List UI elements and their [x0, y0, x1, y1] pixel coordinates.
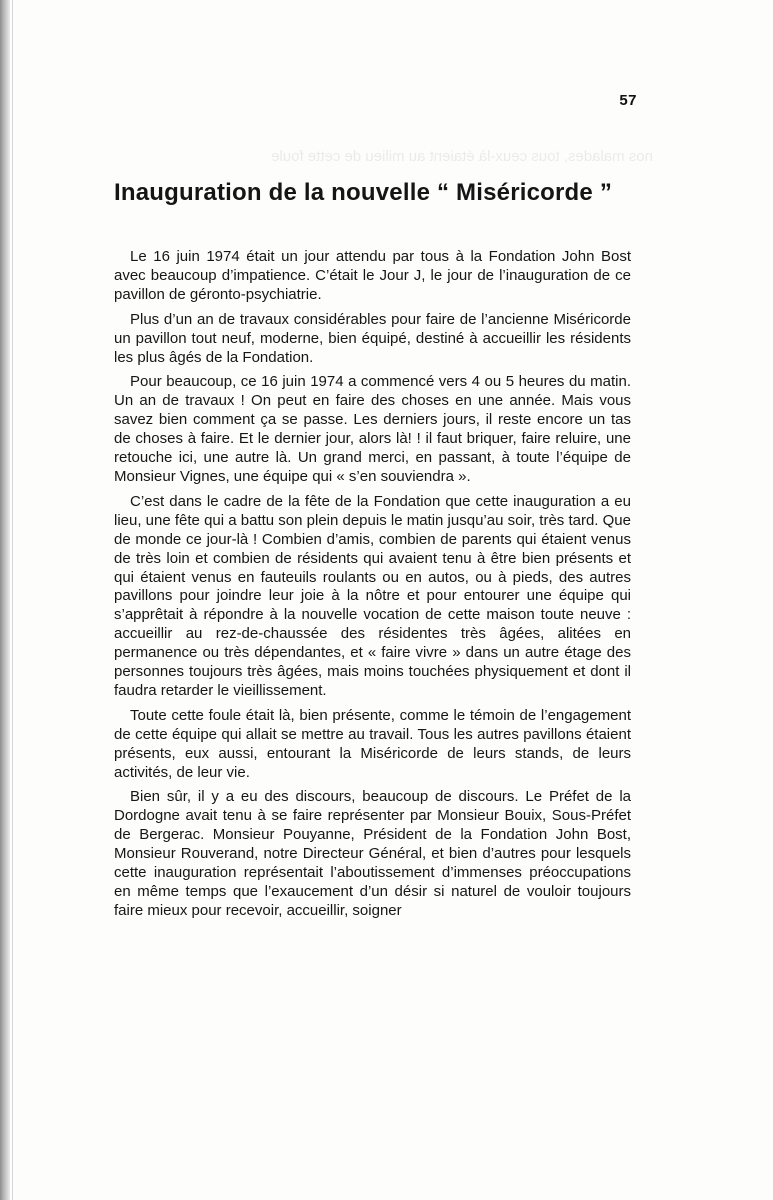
paragraph: Le 16 juin 1974 était un jour attendu par tous à la Fondation John Bost avec beaucoup d’impatience. C’était le Jour J, le jour de l’inauguration de ce pavillon de géronto-psychiatrie. — [114, 248, 631, 303]
page-edge-line — [12, 0, 13, 1200]
paragraph: Toute cette foule était là, bien présente, comme le témoin de l’engagement de cette équipe qui allait se mettre au travail. Tous les autres pavillons étaient présents, eux aussi, entourant la Miséricorde de leurs stands, de leurs activités, de leur vie. — [114, 706, 631, 781]
article-body — [114, 248, 631, 927]
page-number: 57 — [619, 92, 637, 109]
paragraph: C’est dans le cadre de la fête de la Fondation que cette inauguration a eu lieu, une fête qui a battu son plein depuis le matin jusqu’au soir, très tard. Que de monde ce jour-là ! Combien d’amis, combien de parents qui étaient venus de très loin et combien de résidents qui avaient tenu à être bien présents et qui étaient venus en fauteuils roulants ou en autos, ou à pieds, des autres pavillons pour joindre leur joie à la nôtre et pour entourer une équipe qui s’apprêtait à répondre à la nouvelle vocation de cette maison toute neuve : accueillir au rez-de-chaussée des résidentes très âgées, alitées en permanence ou très dépendantes, et « faire vivre » dans un autre étage des personnes toujours très âgées, mais moins touchées physiquement et dont il faudra retarder le vieillissement. — [114, 492, 631, 699]
paragraph: Pour beaucoup, ce 16 juin 1974 a commencé vers 4 ou 5 heures du matin. Un an de travaux ! On peut en faire des choses en une année. Mais vous savez bien comment ça se passe. Les derniers jours, il reste encore un tas de choses à faire. Et le dernier jour, alors là! ! il faut briquer, faire reluire, une retouche ici, une autre là. Un grand merci, en passant, à toute l’équipe de Monsieur Vignes, une équipe qui « s’en souviendra ». — [114, 373, 631, 485]
bleed-through-text: nos malades, tous ceux-là étaient au milieu de cette foule — [271, 148, 653, 165]
article-title: Inauguration de la nouvelle “ Miséricorde ” — [114, 179, 613, 206]
paragraph: Bien sûr, il y a eu des discours, beaucoup de discours. Le Préfet de la Dordogne avait tenu à se faire représenter par Monsieur Bouix, Sous-Préfet de Bergerac. Monsieur Pouyanne, Président de la Fondation John Bost, Monsieur Rouverand, notre Directeur Général, et bien d’autres pour lesquels cette inauguration représentait l’aboutissement d’immenses préoccupations en même temps que l’exaucement d’un désir si naturel de vouloir toujours faire mieux pour recevoir, accueillir, soigner — [114, 788, 631, 919]
binding-shadow — [0, 0, 10, 1200]
paragraph: Plus d’un an de travaux considérables pour faire de l’ancienne Miséricorde un pavillon tout neuf, moderne, bien équipé, destiné à accueillir les résidents les plus âgés de la Fondation. — [114, 310, 631, 366]
